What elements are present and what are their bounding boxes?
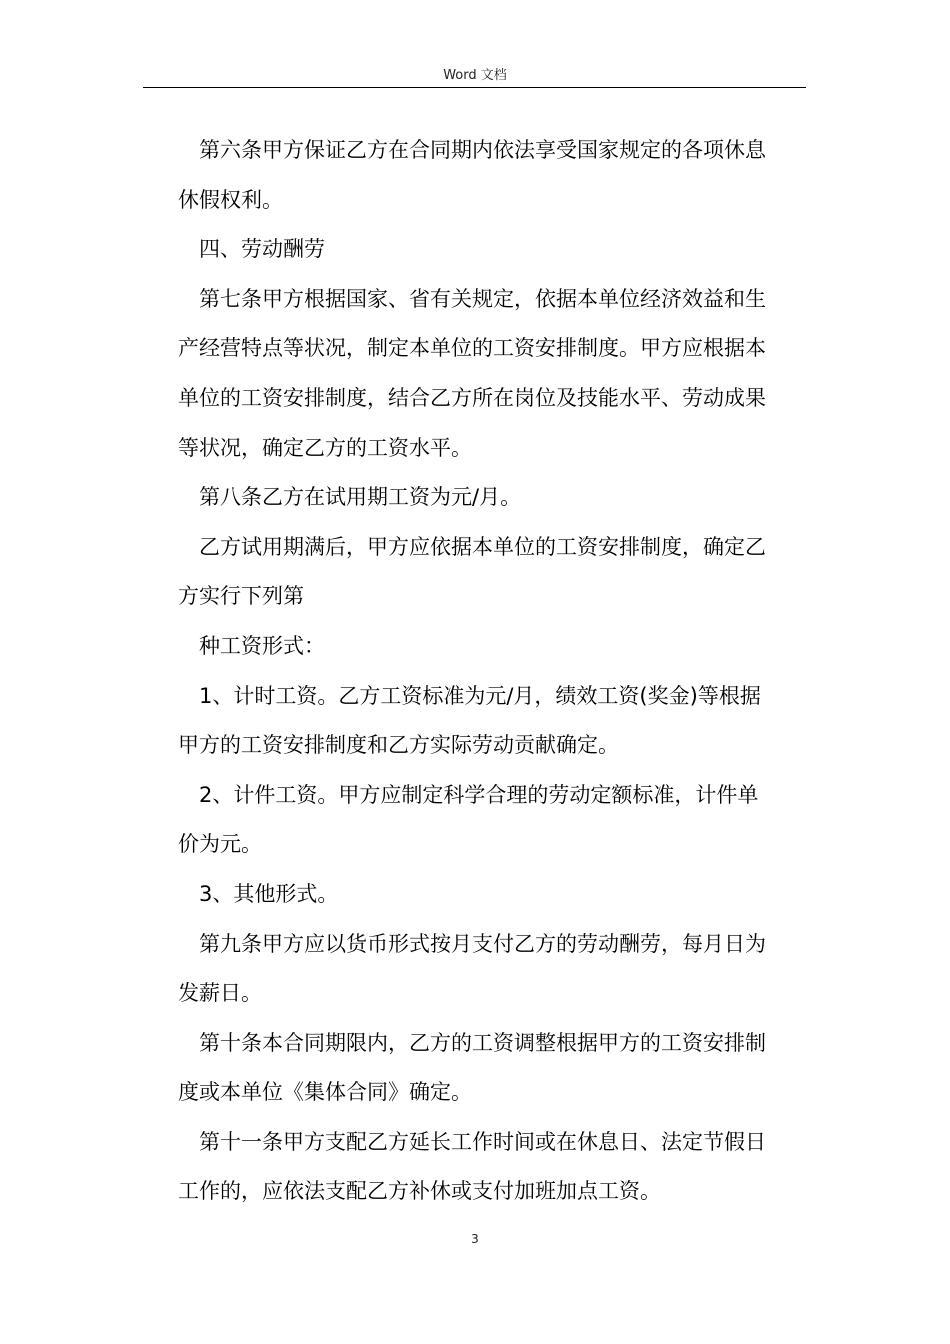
text-line: 2、计件工资。甲方应制定科学合理的劳动定额标准，计件单 <box>199 782 759 807</box>
text-line: 等状况，确定乙方的工资水平。 <box>178 435 472 460</box>
text-line: 价为元。 <box>178 832 262 857</box>
text-line: 产经营特点等状况，制定本单位的工资安排制度。甲方应根据本 <box>178 336 766 361</box>
text-line: 第九条甲方应以货币形式按月支付乙方的劳动酬劳，每月日为 <box>199 931 766 956</box>
text-line: 第八条乙方在试用期工资为元/月。 <box>199 485 522 510</box>
text-line: 方实行下列第 <box>178 584 304 609</box>
text-line: 度或本单位《集体合同》确定。 <box>178 1080 472 1105</box>
document-header-title: Word 文档 <box>443 68 507 83</box>
text-line: 单位的工资安排制度，结合乙方所在岗位及技能水平、劳动成果 <box>178 385 766 410</box>
header-divider <box>143 87 806 88</box>
text-line: 乙方试用期满后，甲方应依据本单位的工资安排制度，确定乙 <box>199 534 766 559</box>
text-line: 休假权利。 <box>178 187 283 212</box>
document-body <box>178 126 810 1217</box>
text-line: 3、其他形式。 <box>199 881 339 906</box>
text-line: 1、计时工资。乙方工资标准为元/月，绩效工资(奖金)等根据 <box>199 683 761 708</box>
text-line: 种工资形式： <box>199 633 325 658</box>
text-line: 工作的，应依法支配乙方补休或支付加班加点工资。 <box>178 1179 661 1204</box>
page-number: 3 <box>471 1232 479 1246</box>
section-heading: 四、劳动酬劳 <box>199 237 325 262</box>
text-line: 第六条甲方保证乙方在合同期内依法享受国家规定的各项休息 <box>199 138 766 162</box>
text-line: 发薪日。 <box>178 981 262 1006</box>
text-line: 甲方的工资安排制度和乙方实际劳动贡献确定。 <box>178 733 619 758</box>
text-line: 第十一条甲方支配乙方延长工作时间或在休息日、法定节假日 <box>199 1129 766 1154</box>
text-line: 第十条本合同期限内，乙方的工资调整根据甲方的工资安排制 <box>199 1030 766 1055</box>
text-line: 第七条甲方根据国家、省有关规定，依据本单位经济效益和生 <box>199 286 766 311</box>
